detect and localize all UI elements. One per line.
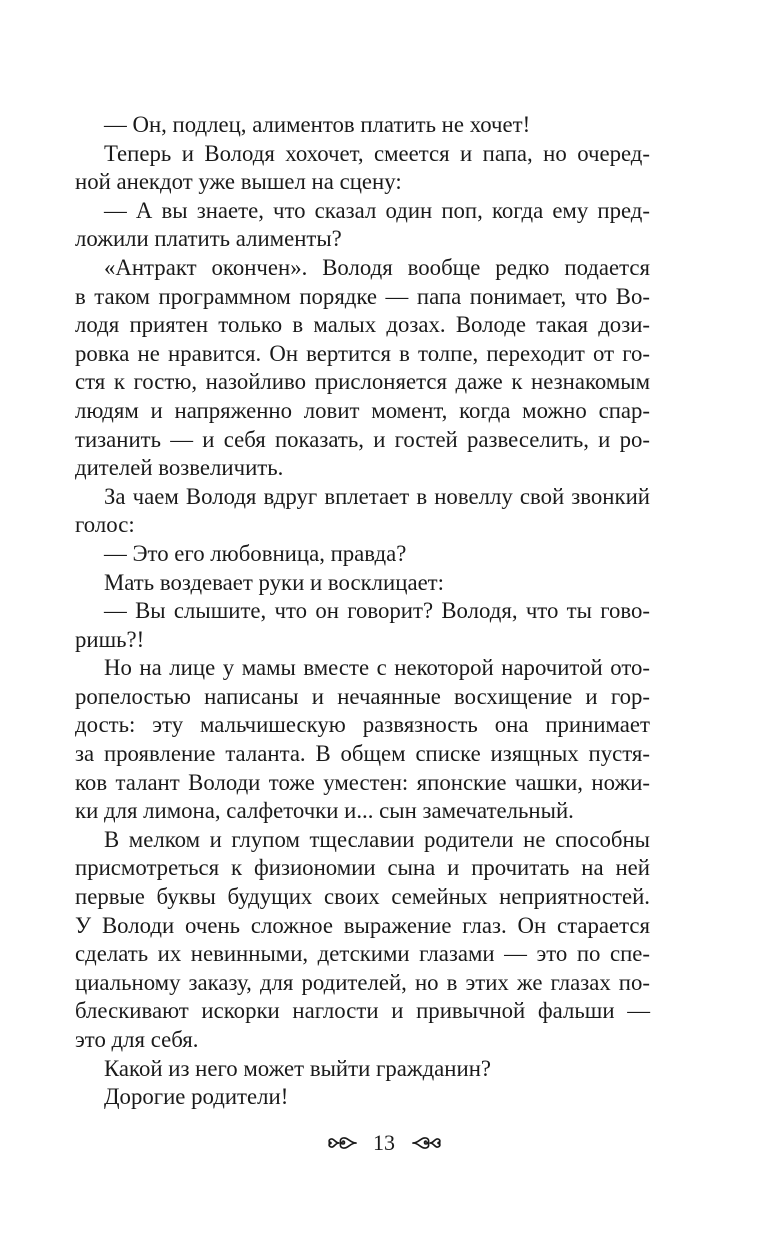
text-line: стя к гостю, назойливо прислоняется даже к незнакомым bbox=[75, 369, 650, 395]
text-line: ков талант Володи тоже уместен: японские чашки, ножи- bbox=[75, 769, 650, 795]
text-line: за проявление таланта. В общем списке изящных пустя- bbox=[75, 741, 650, 767]
text-line: людям и напряженно ловит момент, когда можно спар- bbox=[75, 397, 650, 423]
text-line: ропелостью написаны и нечаянные восхищение и гор- bbox=[75, 683, 650, 709]
text-line: — Он, подлец, алиментов платить не хочет! bbox=[104, 112, 531, 137]
text-line: ровка не нравится. Он вертится в толпе, переходит от го- bbox=[75, 340, 650, 366]
text-line: ложили платить алименты? bbox=[75, 226, 342, 252]
text-line: Дорогие родители! bbox=[104, 1084, 289, 1110]
text-line: Какой из него может выйти гражданин? bbox=[104, 1055, 492, 1081]
text-line: — Это его любовница, правда? bbox=[104, 540, 407, 566]
text-line: блескивают искорки наглости и привычной фальши — bbox=[75, 998, 650, 1024]
text-line: Но на лице у мамы вместе с некоторой нарочитой ото- bbox=[104, 655, 650, 681]
text-line: в таком программном порядке — папа понимает, что Во- bbox=[75, 283, 650, 309]
text-line: ки для лимона, салфеточки и... сын замечательный. bbox=[75, 798, 574, 824]
text-line: тизанить — и себя показать, и гостей развеселить, и ро- bbox=[75, 426, 650, 452]
text-line: В мелком и глупом тщеславии родители не способны bbox=[104, 826, 650, 852]
text-line: «Антракт окончен». Володя вообще редко подается bbox=[104, 254, 650, 280]
text-line: первые буквы будущих своих семейных неприятностей. bbox=[75, 884, 650, 910]
text-line: присмотреться к физиономии сына и прочитать на ней bbox=[75, 855, 650, 881]
text-line: Мать воздевает руки и восклицает: bbox=[104, 569, 444, 595]
body-text bbox=[75, 111, 650, 1112]
text-line: дость: эту мальчишескую развязность она принимает bbox=[75, 712, 650, 738]
page-folio bbox=[0, 1128, 768, 1156]
text-line: Теперь и Володя хохочет, смеется и папа, но очеред- bbox=[104, 140, 650, 166]
text-line: — А вы знаете, что сказал один поп, когда ему пред- bbox=[104, 197, 650, 223]
ornament-left-icon bbox=[326, 1133, 358, 1153]
ornament-right-icon bbox=[411, 1133, 443, 1153]
text-line: циальному заказу, для родителей, но в этих же глазах по- bbox=[75, 969, 650, 995]
text-line: лодя приятен только в малых дозах. Володе такая дози- bbox=[75, 312, 650, 338]
text-line: ришь?! bbox=[75, 626, 145, 652]
text-line: дителей возвеличить. bbox=[75, 455, 284, 481]
text-line: За чаем Володя вдруг вплетает в новеллу свой звонкий bbox=[104, 483, 650, 509]
page-number: 13 bbox=[373, 1129, 395, 1155]
text-line: голос: bbox=[75, 512, 135, 538]
text-line: ной анекдот уже вышел на сцену: bbox=[75, 169, 402, 195]
text-line: это для себя. bbox=[75, 1027, 199, 1052]
text-line: сделать их невинными, детскими глазами — это по спе- bbox=[75, 941, 650, 967]
text-line: У Володи очень сложное выражение глаз. Он старается bbox=[75, 912, 650, 938]
text-line: — Вы слышите, что он говорит? Володя, что ты гово- bbox=[104, 598, 650, 624]
